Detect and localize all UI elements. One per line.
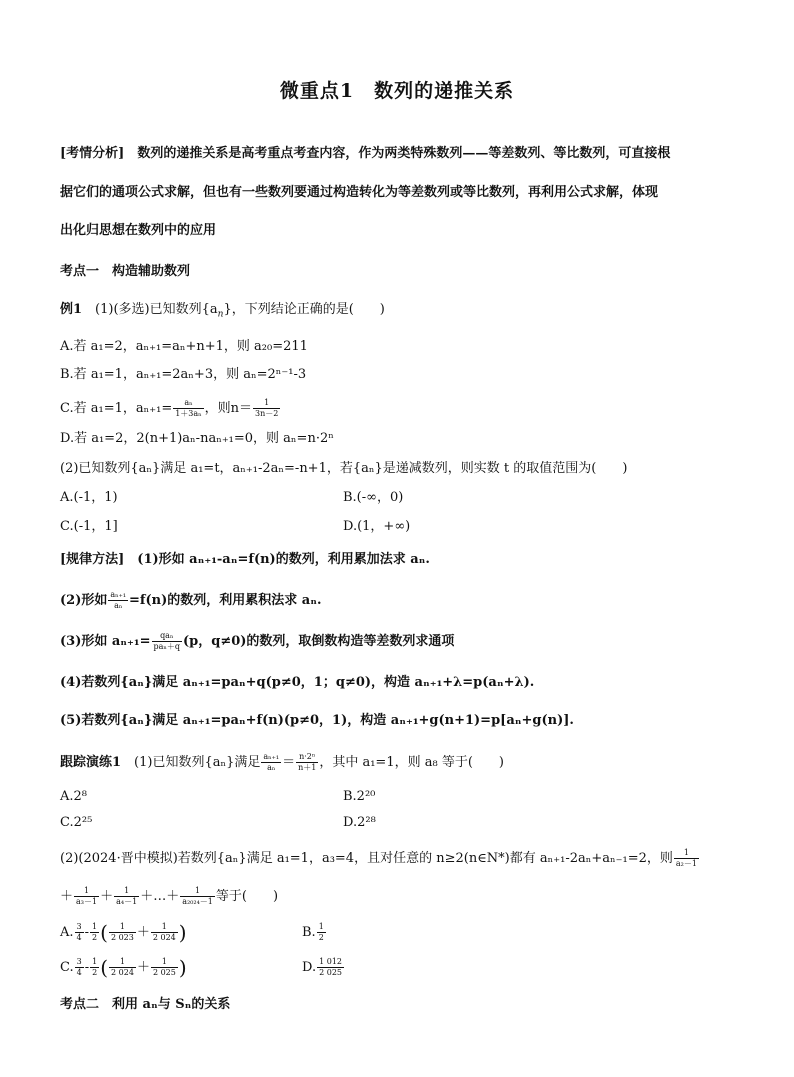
rule-3-fraction bbox=[152, 631, 182, 652]
fraction-denominator: 2 bbox=[92, 968, 98, 977]
practice1-q2-fraction-1 bbox=[74, 886, 99, 907]
rule-2 bbox=[60, 590, 322, 611]
option-b-fraction bbox=[317, 922, 326, 943]
q2-option-c: C.(-1，1] bbox=[60, 519, 118, 534]
rule-1: [规律方法] (1)形如 aₙ₊₁-aₙ=f(n)的数列，利用累加法求 aₙ. bbox=[60, 552, 430, 567]
plus-sign: ＋ bbox=[100, 889, 114, 904]
fraction-denominator: a₂－1 bbox=[675, 859, 697, 868]
practice1-q2-fraction-0 bbox=[674, 848, 699, 869]
option-prefix: D. bbox=[302, 960, 317, 975]
minus-sign: - bbox=[84, 960, 90, 975]
practice1-q2-row1 bbox=[60, 920, 324, 945]
practice1-option-a: A.2⁸ bbox=[60, 789, 88, 804]
fraction-numerator: 1 bbox=[151, 922, 178, 933]
fraction-denominator: aₙ bbox=[267, 763, 276, 772]
practice1-q1-prefix: (1)已知数列{aₙ}满足 bbox=[121, 755, 261, 770]
fraction-denominator: 2 024 bbox=[152, 933, 176, 942]
option-c-fraction-2 bbox=[90, 957, 99, 978]
option-c-fraction-1 bbox=[173, 398, 203, 419]
option-c-fraction-2 bbox=[253, 398, 280, 419]
practice1-question2-line1 bbox=[60, 848, 700, 869]
fraction-denominator: aₙ bbox=[114, 601, 123, 610]
example1-option-a: A.若 a₁=2，aₙ₊₁=aₙ+n+1，则 a₂₀=211 bbox=[60, 339, 308, 354]
fraction-numerator: 1 bbox=[253, 398, 280, 409]
fraction-denominator: 2 024 bbox=[111, 968, 134, 977]
fraction-denominator: 4 bbox=[76, 933, 82, 942]
fraction-numerator: 3 bbox=[76, 957, 82, 966]
fraction-numerator: n·2ⁿ bbox=[296, 752, 318, 763]
fraction-denominator: paₙ＋q bbox=[153, 642, 180, 651]
option-c-fraction-1 bbox=[75, 957, 84, 978]
fraction-denominator: a₂₀₂₄－1 bbox=[182, 897, 213, 906]
fraction-denominator: 2 bbox=[92, 933, 98, 942]
plus-sign: ＋ bbox=[136, 925, 150, 940]
practice1-q1-fraction-2 bbox=[296, 752, 318, 773]
practice1-label: 跟踪演练1 bbox=[60, 755, 122, 770]
practice1-q1-row1 bbox=[60, 788, 376, 806]
fraction-numerator: 1 bbox=[74, 886, 99, 897]
fraction-denominator: 2 bbox=[318, 933, 324, 942]
page-title: 微重点1 数列的递推关系 bbox=[279, 80, 515, 102]
fraction-numerator: aₙ₊₁ bbox=[110, 590, 127, 599]
practice1-option-b: B.2²⁰ bbox=[343, 789, 376, 804]
fraction-numerator: 1 bbox=[92, 957, 98, 966]
fraction-denominator: 2 025 bbox=[319, 968, 342, 977]
analysis-tag: [考情分析] bbox=[60, 146, 125, 161]
rule-3 bbox=[60, 631, 454, 652]
fraction-numerator: aₙ₊₁ bbox=[263, 752, 280, 761]
practice1-q2-fraction-2 bbox=[114, 886, 139, 907]
option-a-fraction-2 bbox=[90, 922, 99, 943]
practice1-q2-fraction-3 bbox=[180, 886, 215, 907]
example1-q2-row2 bbox=[60, 518, 411, 536]
example1-q1-stem-tail: }，下列结论正确的是( ) bbox=[223, 302, 385, 317]
fraction-numerator: 1 bbox=[92, 922, 98, 931]
q2-option-d: D.(1，+∞) bbox=[343, 519, 411, 534]
rule-2-prefix: (2)形如 bbox=[60, 593, 108, 608]
practice1-q2-tail: 等于( ) bbox=[215, 889, 279, 904]
practice1-q1-suffix: ，其中 a₁=1，则 a₈ 等于( ) bbox=[319, 755, 504, 770]
option-c-middle: ，则n＝ bbox=[204, 401, 253, 416]
practice1-q2-text: (2)(2024·晋中模拟)若数列{aₙ}满足 a₁=1，a₃=4，且对任意的 n≥2(n∈N*)都有 aₙ₊₁-2aₙ+aₙ₋₁=2，则 bbox=[60, 851, 673, 866]
q2-option-b: B.(-∞，0) bbox=[343, 490, 404, 505]
fraction-numerator: 1 bbox=[114, 886, 139, 897]
rule-3-suffix: (p，q≠0)的数列，取倒数构造等差数列求通项 bbox=[182, 634, 455, 649]
practice1-question2-line2 bbox=[60, 886, 278, 907]
option-prefix: A. bbox=[60, 925, 74, 940]
example1-q2-row1 bbox=[60, 489, 404, 507]
analysis-line-2: 据它们的通项公式求解，但也有一些数列要通过构造转化为等差数列或等比数列，再利用公式求解，体现 bbox=[60, 185, 659, 200]
fraction-denominator: 3n－2 bbox=[255, 409, 279, 418]
fraction-numerator: aₙ bbox=[173, 398, 203, 409]
fraction-numerator: 1 bbox=[674, 848, 699, 859]
fraction-numerator: 1 012 bbox=[319, 957, 342, 966]
analysis-line-3: 出化归思想在数列中的应用 bbox=[60, 223, 217, 238]
option-a-fraction-1 bbox=[75, 922, 84, 943]
rule-2-fraction bbox=[108, 590, 128, 611]
fraction-numerator: 1 bbox=[109, 957, 136, 968]
example1-question2: (2)已知数列{aₙ}满足 a₁=t，aₙ₊₁-2aₙ=-n+1，若{aₙ}是递减数列，则实数 t 的取值范围为( ) bbox=[60, 461, 628, 476]
fraction-denominator: 2 023 bbox=[110, 933, 134, 942]
q2-option-a: A.(-1，1) bbox=[60, 490, 118, 505]
rule-5: (5)若数列{aₙ}满足 aₙ₊₁=paₙ+f(n)(p≠0，1)，构造 aₙ₊₁+g(n+1)=p[aₙ+g(n)]. bbox=[60, 713, 574, 728]
practice1-q2-row2 bbox=[60, 955, 342, 980]
rule-3-prefix: (3)形如 aₙ₊₁= bbox=[60, 634, 151, 649]
fraction-denominator: 2 025 bbox=[152, 968, 176, 977]
practice1-q2-option-d bbox=[302, 957, 345, 978]
fraction-denominator: a₄－1 bbox=[116, 897, 138, 906]
fraction-numerator: 1 bbox=[109, 922, 136, 933]
practice1-question1 bbox=[60, 752, 504, 773]
analysis-line-1 bbox=[60, 145, 670, 163]
practice1-q1-fraction-1 bbox=[261, 752, 281, 773]
example1-question1: 例1 (1)(多选)已知数列$\{a_n\}$，下列结论正确的是( ) bbox=[60, 302, 385, 320]
option-c-fraction-3 bbox=[109, 957, 136, 978]
plus-sign: ＋ bbox=[60, 889, 74, 904]
practice1-option-d: D.2²⁸ bbox=[343, 815, 376, 830]
option-d-fraction bbox=[317, 957, 344, 978]
fraction-numerator: 3 bbox=[76, 922, 82, 931]
analysis-text-1: 数列的递推关系是高考重点考查内容，作为两类特殊数列——等差数列、等比数列，可直接根 bbox=[124, 146, 671, 161]
fraction-denominator: a₃－1 bbox=[76, 897, 98, 906]
example1-option-b: B.若 a₁=1，aₙ₊₁=2aₙ+3，则 aₙ=2ⁿ⁻¹-3 bbox=[60, 367, 307, 382]
section-heading-1: 考点一 构造辅助数列 bbox=[60, 264, 191, 279]
example1-q1-stem: (1)(多选)已知数列{a bbox=[82, 302, 218, 317]
rule-4: (4)若数列{aₙ}满足 aₙ₊₁=paₙ+q(p≠0，1；q≠0)，构造 aₙ₊₁+λ=p(aₙ+λ). bbox=[60, 675, 535, 690]
equals-sign: ＝ bbox=[282, 755, 296, 770]
fraction-numerator: 1 bbox=[180, 886, 215, 897]
fraction-denominator: n＋1 bbox=[298, 763, 317, 772]
option-c-prefix: C.若 a₁=1，aₙ₊₁= bbox=[60, 401, 173, 416]
fraction-denominator: 1＋3aₙ bbox=[175, 409, 202, 418]
fraction-numerator: 1 bbox=[151, 957, 178, 968]
practice1-q2-option-c: C. $\frac{3}{4}$ - $\frac{1}{2}$ ( $\frac{1}{2 024}$ ＋ $\frac{1}{2 025}$ ) bbox=[60, 955, 187, 980]
example1-option-d: D.若 a₁=2，2(n+1)aₙ-naₙ₊₁=0，则 aₙ=n·2ⁿ bbox=[60, 431, 334, 446]
fraction-numerator: 1 bbox=[318, 922, 324, 931]
plus-sign: ＋ bbox=[136, 960, 150, 975]
practice1-q2-option-b bbox=[302, 922, 327, 943]
fraction-denominator: 4 bbox=[76, 968, 82, 977]
minus-sign: - bbox=[84, 925, 90, 940]
rule-2-suffix: =f(n)的数列，利用累积法求 aₙ. bbox=[129, 593, 322, 608]
section-heading-2: 考点二 利用 aₙ与 Sₙ的关系 bbox=[60, 997, 231, 1012]
ellipsis-sum: ＋…＋ bbox=[140, 889, 180, 904]
fraction-numerator: qaₙ bbox=[152, 631, 182, 642]
example1-option-c bbox=[60, 398, 281, 419]
option-a-fraction-4 bbox=[151, 922, 178, 943]
example1-label: 例1 bbox=[60, 302, 83, 317]
practice1-option-c: C.2²⁵ bbox=[60, 815, 93, 830]
practice1-q1-row2 bbox=[60, 814, 376, 832]
practice1-q2-option-a: A. $\frac{3}{4}$ - $\frac{1}{2}$ ( $\frac{1}{2 023}$ ＋ $\frac{1}{2 024}$ ) bbox=[60, 920, 187, 945]
option-prefix: C. bbox=[60, 960, 74, 975]
option-prefix: B. bbox=[302, 925, 316, 940]
option-a-fraction-3 bbox=[109, 922, 136, 943]
option-c-fraction-4 bbox=[151, 957, 178, 978]
